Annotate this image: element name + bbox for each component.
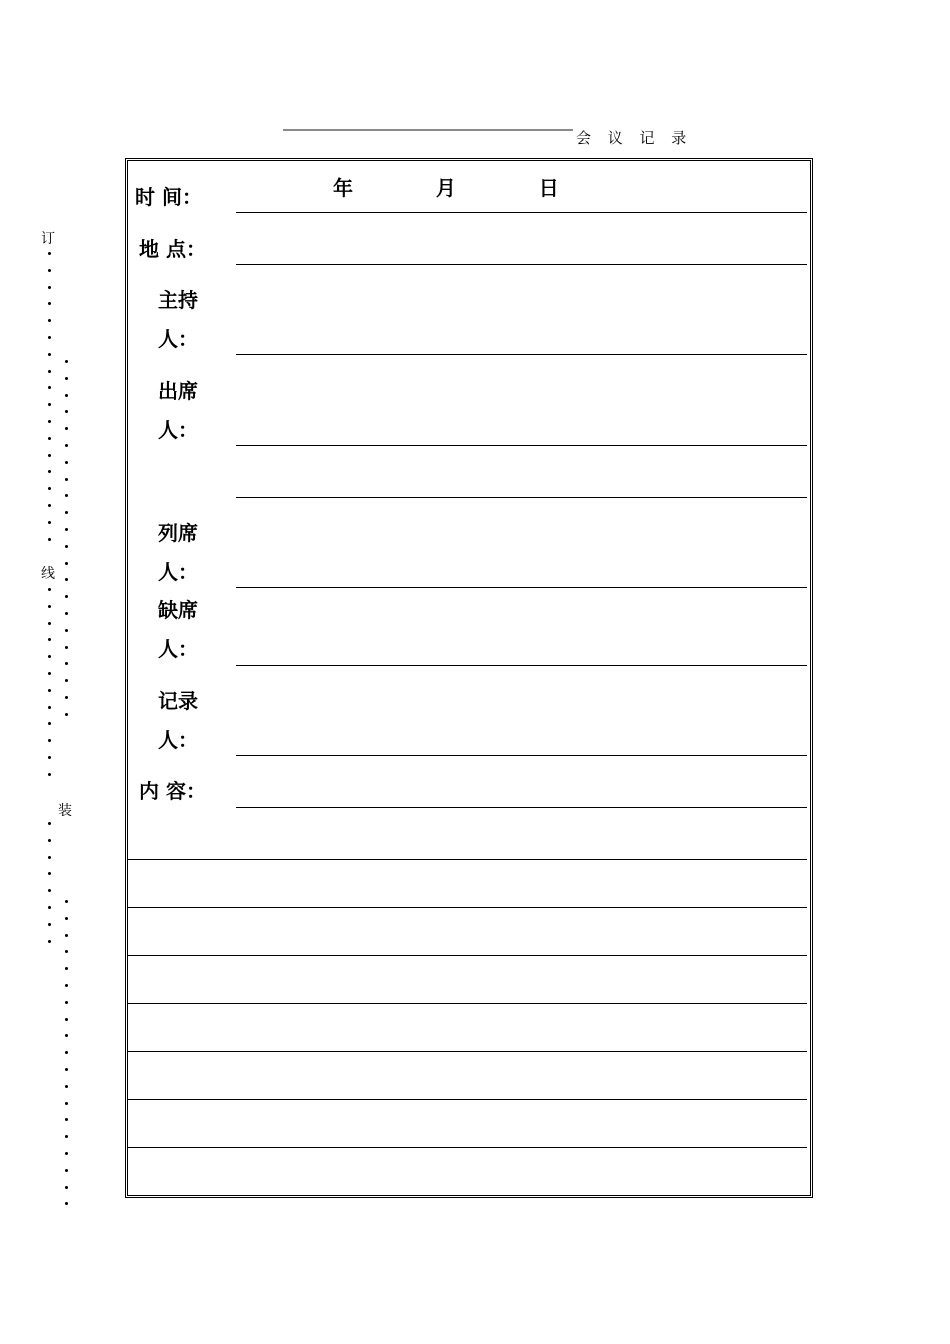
binding-dot — [65, 545, 68, 548]
binding-dot — [48, 722, 51, 725]
binding-dot — [48, 622, 51, 625]
binding-dot — [48, 353, 51, 356]
binding-dot — [65, 1085, 68, 1088]
binding-dot — [48, 822, 51, 825]
place-label: 地 点： — [139, 237, 206, 261]
host-label-line2: 人： — [158, 327, 198, 351]
binding-dot — [48, 538, 51, 541]
content-line[interactable] — [128, 1099, 807, 1100]
time-label: 时 间： — [135, 185, 202, 209]
binding-dot — [65, 629, 68, 632]
binding-dot — [65, 1169, 68, 1172]
binding-dot — [48, 470, 51, 473]
binding-dot — [65, 1118, 68, 1121]
observers-label-line1: 列席 — [158, 521, 198, 545]
recorder-label-line1: 记录 — [158, 689, 198, 713]
binding-dot — [65, 528, 68, 531]
binding-dot — [65, 1018, 68, 1021]
binding-dot — [65, 646, 68, 649]
host-field-line[interactable] — [236, 354, 807, 355]
binding-dot — [48, 437, 51, 440]
place-field-line[interactable] — [236, 264, 807, 265]
binding-dot — [48, 286, 51, 289]
binding-dot — [65, 1068, 68, 1071]
binding-dot — [65, 578, 68, 581]
binding-dot — [48, 872, 51, 875]
binding-dot — [48, 336, 51, 339]
date-field[interactable]: 年 月 日 — [333, 176, 561, 200]
binding-dot — [48, 302, 51, 305]
absent-label-line1: 缺席 — [158, 598, 198, 622]
host-label-line1: 主持 — [158, 288, 198, 312]
binding-dot — [65, 377, 68, 380]
meeting-record-frame — [125, 158, 813, 1198]
content-line[interactable] — [128, 1003, 807, 1004]
binding-dot — [65, 478, 68, 481]
binding-dot — [48, 773, 51, 776]
binding-dot — [65, 713, 68, 716]
binding-dot — [48, 856, 51, 859]
binding-dot — [65, 679, 68, 682]
binding-dot — [48, 521, 51, 524]
binding-dot — [48, 269, 51, 272]
binding-dot — [65, 950, 68, 953]
absent-field-line[interactable] — [236, 665, 807, 666]
attendees-field-line-2[interactable] — [236, 497, 807, 498]
binding-dot — [65, 562, 68, 565]
binding-dot — [65, 1152, 68, 1155]
binding-dot — [65, 511, 68, 514]
binding-dot — [65, 917, 68, 920]
header-rule — [283, 129, 573, 131]
binding-dot — [65, 1135, 68, 1138]
binding-dot — [48, 454, 51, 457]
attendees-label-line2: 人： — [158, 418, 198, 442]
binding-dot — [48, 487, 51, 490]
binding-dot — [65, 984, 68, 987]
binding-dot — [48, 605, 51, 608]
observers-field-line[interactable] — [236, 587, 807, 588]
binding-dot — [48, 839, 51, 842]
binding-dot — [48, 739, 51, 742]
binding-dot — [65, 1186, 68, 1189]
binding-dot — [65, 444, 68, 447]
binding-dot — [65, 427, 68, 430]
binding-dot — [48, 923, 51, 926]
binding-dot — [65, 612, 68, 615]
binding-dot — [65, 461, 68, 464]
content-label: 内 容： — [139, 779, 206, 803]
binding-dot — [48, 504, 51, 507]
binding-dot — [65, 394, 68, 397]
binding-dot — [48, 588, 51, 591]
binding-dot — [48, 940, 51, 943]
binding-dot — [48, 403, 51, 406]
binding-dot — [65, 1034, 68, 1037]
binding-dot — [65, 1051, 68, 1054]
binding-dot — [65, 662, 68, 665]
content-line[interactable] — [128, 859, 807, 860]
binding-dot — [48, 319, 51, 322]
binding-dot — [48, 655, 51, 658]
binding-dot — [65, 1001, 68, 1004]
content-line[interactable] — [128, 955, 807, 956]
binding-dot — [65, 696, 68, 699]
absent-label-line2: 人： — [158, 637, 198, 661]
binding-dot — [48, 689, 51, 692]
binding-dot — [48, 706, 51, 709]
content-line[interactable] — [128, 1147, 807, 1148]
recorder-field-line[interactable] — [236, 755, 807, 756]
content-line[interactable] — [128, 1051, 807, 1052]
binding-dot — [65, 360, 68, 363]
observers-label-line2: 人： — [158, 560, 198, 584]
binding-dot — [48, 638, 51, 641]
binding-dot — [65, 494, 68, 497]
binding-label-xian: 线 — [41, 566, 55, 582]
binding-dot — [65, 410, 68, 413]
page-title: 会 议 记 录 — [576, 129, 693, 147]
binding-dot — [65, 900, 68, 903]
binding-dot — [48, 386, 51, 389]
binding-dot — [48, 672, 51, 675]
binding-dot — [48, 420, 51, 423]
binding-dot — [65, 595, 68, 598]
binding-dot — [48, 756, 51, 759]
binding-label-zhuang: 装 — [58, 803, 72, 819]
recorder-label-line2: 人： — [158, 728, 198, 752]
content-field-line[interactable] — [236, 807, 807, 808]
binding-dot — [65, 1202, 68, 1205]
attendees-field-line[interactable] — [236, 445, 807, 446]
binding-dot — [48, 370, 51, 373]
binding-dot — [65, 967, 68, 970]
binding-dot — [48, 889, 51, 892]
binding-dot — [65, 934, 68, 937]
content-line[interactable] — [128, 907, 807, 908]
attendees-label-line1: 出席 — [158, 379, 198, 403]
binding-dot — [48, 906, 51, 909]
binding-dot — [65, 1102, 68, 1105]
time-field-line[interactable] — [236, 212, 807, 213]
binding-dot — [48, 252, 51, 255]
binding-label-ding: 订 — [41, 231, 55, 247]
